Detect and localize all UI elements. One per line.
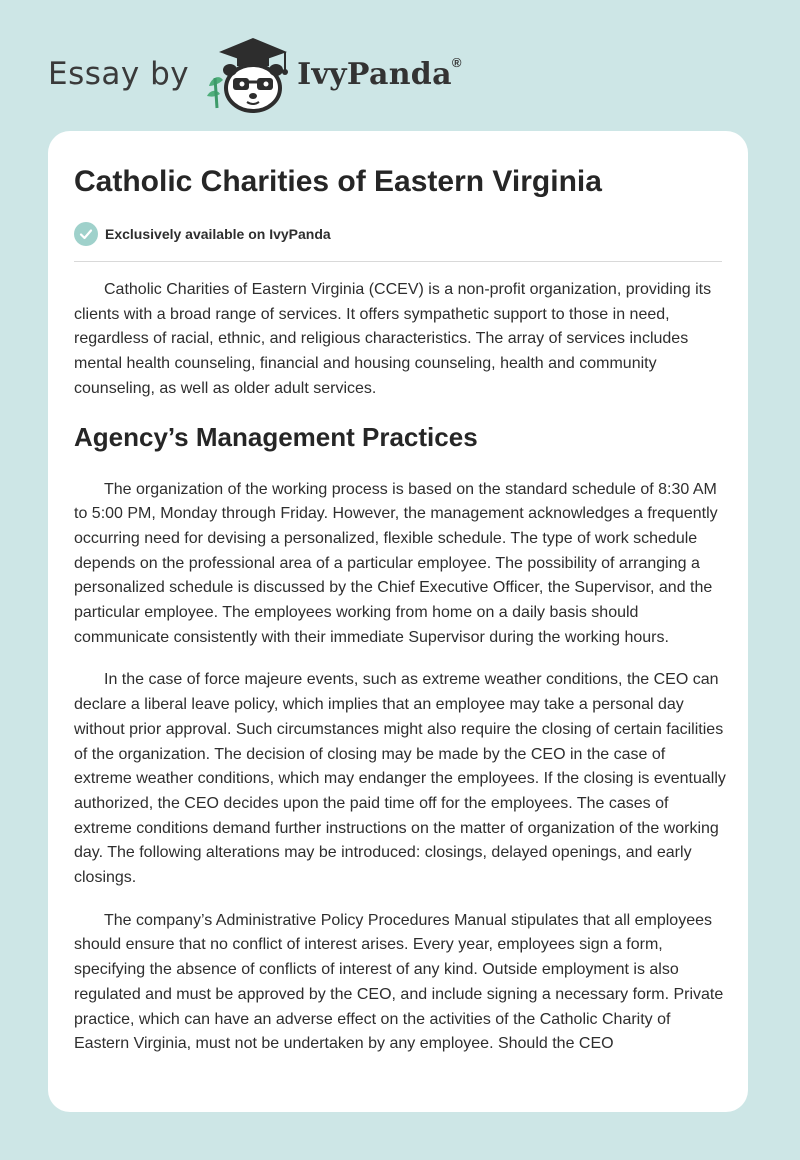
body-paragraph: The organization of the working process is based on the standard schedule of 8:30 AM to 5:00 PM, Monday through Friday. However, the management acknowledges a frequently occurring need for devising a personalized, flexible schedule. The type of work schedule depends on the professional area of a particular employee. The possibility of arranging a personalized schedule is discussed by the Chief Executive Officer, the Supervisor, and the particular employee. The employees working from home on a daily basis should communicate consistently with their immediate Supervisor during the working hours. [74, 480, 718, 646]
intro-paragraph: Catholic Charities of Eastern Virginia (CCEV) is a non-profit organization, providing its clients with a broad range of services. It offers sympathetic support to those in need, regardless of racial, ethnic, and religious characteristics. The array of services includes mental health counseling, financial and housing counseling, health and community counseling, as well as older adult services. [74, 281, 712, 397]
essay-by-label: Essay by [48, 56, 190, 92]
checkmark-icon [74, 222, 98, 246]
brand-text: IvyPanda [297, 56, 452, 92]
site-header [48, 34, 748, 114]
brand-name[interactable] [297, 54, 462, 92]
body-paragraph: In the case of force majeure events, such as extreme weather conditions, the CEO can declare a liberal leave policy, which implies that an employee may take a personal day without prior approval. Such circumstances might also require the closing of certain facilities of the organization. The decision of closing may be made by the CEO in the case of extreme weather conditions, which may endanger the employees. If the closing is eventually authorized, the CEO decides upon the paid time off for the employees. The cases of extreme conditions demand further instructions on the matter of organization of the working day. The following alterations may be introduced: closings, delayed openings, and early closings. [74, 671, 726, 887]
registered-mark: ® [451, 54, 462, 70]
exclusive-badge [74, 222, 331, 246]
divider [74, 261, 722, 262]
article-body [74, 278, 726, 1075]
page-title: Catholic Charities of Eastern Virginia [74, 165, 602, 198]
body-paragraph: The company’s Administrative Policy Procedures Manual stipulates that all employees should ensure that no conflict of interest arises. Every year, employees sign a form, specifying the absence of conflicts of interest of any kind. Outside employment is also regulated and must be approved by the CEO, and include signing a necessary form. Private practice, which can have an adverse effect on the activities of the Catholic Charity of Eastern Virginia, must not be undertaken by any employee. Should the CEO [74, 911, 724, 1053]
section-heading: Agency’s Management Practices [74, 421, 478, 452]
panda-logo-icon[interactable] [201, 34, 293, 114]
article-card [48, 131, 748, 1112]
badge-text: Exclusively available on IvyPanda [105, 226, 331, 242]
